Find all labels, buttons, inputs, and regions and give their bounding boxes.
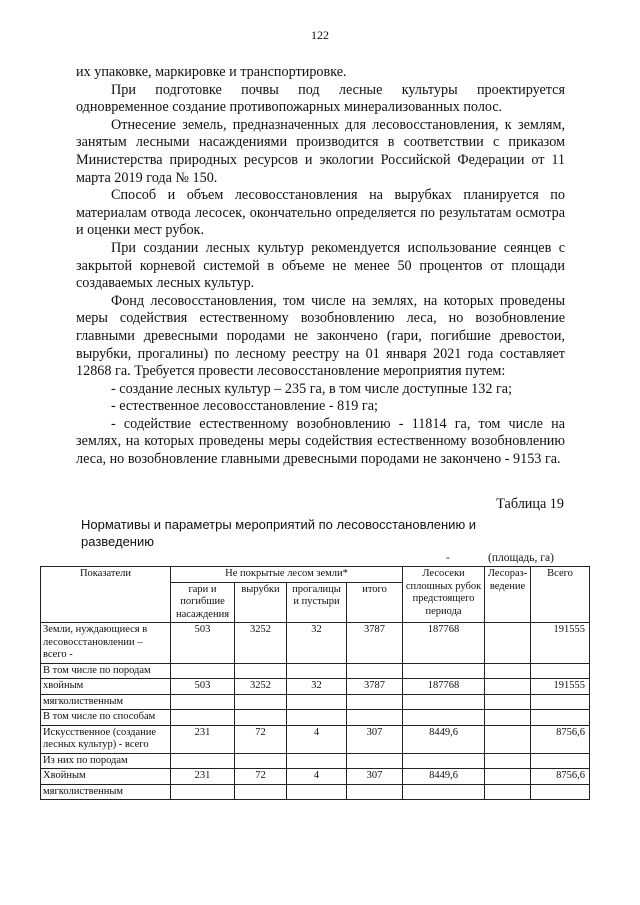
cell-glades: 32	[287, 679, 347, 695]
cell-burns: 231	[171, 769, 235, 785]
table-row	[41, 694, 590, 710]
cell-subtotal: 3787	[347, 679, 403, 695]
paragraph: их упаковке, маркировке и транспортировке.	[76, 64, 347, 80]
cell-forest-breeding	[485, 710, 531, 726]
cell-subtotal: 3787	[347, 623, 403, 664]
cell-cutting-areas	[403, 710, 485, 726]
list-item: - содействие естественному возобновлению - 11814 га, том числе на землях, на которых проведены меры содействия естественному возобновлению леса, но возобновление главными древесными породами не закончено - 9153 га.	[76, 415, 565, 468]
row-label: В том числе по способам	[41, 710, 171, 726]
cell-total: 191555	[531, 623, 590, 664]
cell-total	[531, 753, 590, 769]
cell-burns	[171, 710, 235, 726]
cell-cutting-areas: 187768	[403, 623, 485, 664]
cell-clearcuts	[235, 694, 287, 710]
cell-total: 8756,6	[531, 769, 590, 785]
cell-total: 8756,6	[531, 725, 590, 753]
table-row	[41, 663, 590, 679]
cell-clearcuts: 72	[235, 769, 287, 785]
list-item: - создание лесных культур – 235 га, в том числе доступные 132 га;	[111, 380, 513, 397]
cell-total: 191555	[531, 679, 590, 695]
row-label: Земли, нуждающиеся в лесовосстановлении – всего -	[41, 623, 171, 664]
header-clearcuts: вырубки	[235, 582, 287, 623]
paragraph: При создании лесных культур рекомендуется использование сеянцев с закрытой корневой системой в объеме не менее 50 процентов от площади создаваемых лесных культур.	[76, 239, 565, 292]
cell-forest-breeding	[485, 679, 531, 695]
cell-glades	[287, 694, 347, 710]
cell-cutting-areas: 8449,6	[403, 769, 485, 785]
paragraph: Способ и объем лесовосстановления на вырубках планируется по материалам отвода лесосек, окончательно определяется по результатам осмотра и оценки мест рубок.	[76, 187, 565, 239]
cell-glades: 4	[287, 769, 347, 785]
cell-clearcuts	[235, 663, 287, 679]
header-total: Всего	[531, 567, 590, 623]
row-label: мягколиственным	[41, 694, 171, 710]
cell-total	[531, 694, 590, 710]
table-row	[41, 710, 590, 726]
cell-total	[531, 663, 590, 679]
paragraph: При подготовке почвы под лесные культуры проектируется одновременное создание противопожарных минерализованных полос.	[76, 81, 565, 116]
data-table	[40, 566, 590, 800]
cell-glades	[287, 710, 347, 726]
cell-forest-breeding	[485, 769, 531, 785]
paragraph: Фонд лесовосстановления, том числе на землях, на которых проведены меры содействия естественному возобновлению леса, но возобновление главными древесными породами не закончено (гари, погибшие древостои, вырубки, прогалины) по лесному реестру на 01 января 2021 года составляет 12868 га. Требуется провести лесовосстановление мероприятия путем:	[76, 292, 565, 380]
list-item: - естественное лесовосстановление - 819 га;	[111, 398, 378, 415]
units-dash: -	[446, 552, 450, 564]
header-indicators: Показатели	[41, 567, 171, 623]
table-row	[41, 725, 590, 753]
table-label: Таблица 19	[496, 496, 564, 512]
cell-cutting-areas	[403, 784, 485, 800]
cell-clearcuts	[235, 753, 287, 769]
cell-burns: 503	[171, 679, 235, 695]
cell-forest-breeding	[485, 694, 531, 710]
cell-subtotal	[347, 784, 403, 800]
cell-subtotal	[347, 663, 403, 679]
cell-burns	[171, 694, 235, 710]
table-row	[41, 679, 590, 695]
cell-glades	[287, 663, 347, 679]
table-caption: Нормативы и параметры мероприятий по лесовосстановлению и разведению	[81, 517, 477, 549]
cell-burns	[171, 784, 235, 800]
cell-cutting-areas	[403, 694, 485, 710]
cell-clearcuts: 72	[235, 725, 287, 753]
header-subtotal: итого	[347, 582, 403, 623]
row-label: Из них по породам	[41, 753, 171, 769]
header-cutting-areas: Лесосеки сплошных рубок предстоящего периода	[403, 567, 485, 623]
cell-cutting-areas: 187768	[403, 679, 485, 695]
row-label: Искусственное (создание лесных культур) - всего	[41, 725, 171, 753]
cell-forest-breeding	[485, 725, 531, 753]
row-label: В том числе по породам	[41, 663, 171, 679]
header-burns: гари и погибшие насаждения	[171, 582, 235, 623]
row-label: Хвойным	[41, 769, 171, 785]
cell-glades: 32	[287, 623, 347, 664]
cell-cutting-areas	[403, 753, 485, 769]
cell-forest-breeding	[485, 623, 531, 664]
cell-clearcuts: 3252	[235, 679, 287, 695]
cell-glades: 4	[287, 725, 347, 753]
table-row	[41, 769, 590, 785]
table-row	[41, 623, 590, 664]
cell-subtotal: 307	[347, 769, 403, 785]
row-label: мягколиственным	[41, 784, 171, 800]
cell-clearcuts	[235, 784, 287, 800]
header-glades: прогалицы и пустыри	[287, 582, 347, 623]
cell-forest-breeding	[485, 753, 531, 769]
cell-clearcuts: 3252	[235, 623, 287, 664]
cell-subtotal	[347, 753, 403, 769]
table-row	[41, 784, 590, 800]
cell-burns: 503	[171, 623, 235, 664]
cell-forest-breeding	[485, 663, 531, 679]
cell-burns: 231	[171, 725, 235, 753]
row-label: хвойным	[41, 679, 171, 695]
cell-cutting-areas: 8449,6	[403, 725, 485, 753]
cell-glades	[287, 784, 347, 800]
body-text	[76, 64, 565, 469]
cell-subtotal: 307	[347, 725, 403, 753]
table-row	[41, 753, 590, 769]
cell-total	[531, 784, 590, 800]
cell-clearcuts	[235, 710, 287, 726]
cell-subtotal	[347, 694, 403, 710]
header-unforested: Не покрытые лесом земли*	[171, 567, 403, 583]
cell-burns	[171, 753, 235, 769]
cell-subtotal	[347, 710, 403, 726]
header-forest-breeding: Лесораз-ведение	[485, 567, 531, 623]
cell-burns	[171, 663, 235, 679]
table-body	[41, 623, 590, 800]
cell-total	[531, 710, 590, 726]
paragraph: Отнесение земель, предназначенных для лесовосстановления, к землям, занятым лесными насаждениями производится в соответствии с приказом Министерства природных ресурсов и экологии Российской Федерации от 11 марта 2019 года № 150.	[76, 116, 565, 186]
cell-forest-breeding	[485, 784, 531, 800]
cell-cutting-areas	[403, 663, 485, 679]
units-label: (площадь, га)	[488, 552, 554, 564]
cell-glades	[287, 753, 347, 769]
page-number: 122	[311, 28, 329, 42]
